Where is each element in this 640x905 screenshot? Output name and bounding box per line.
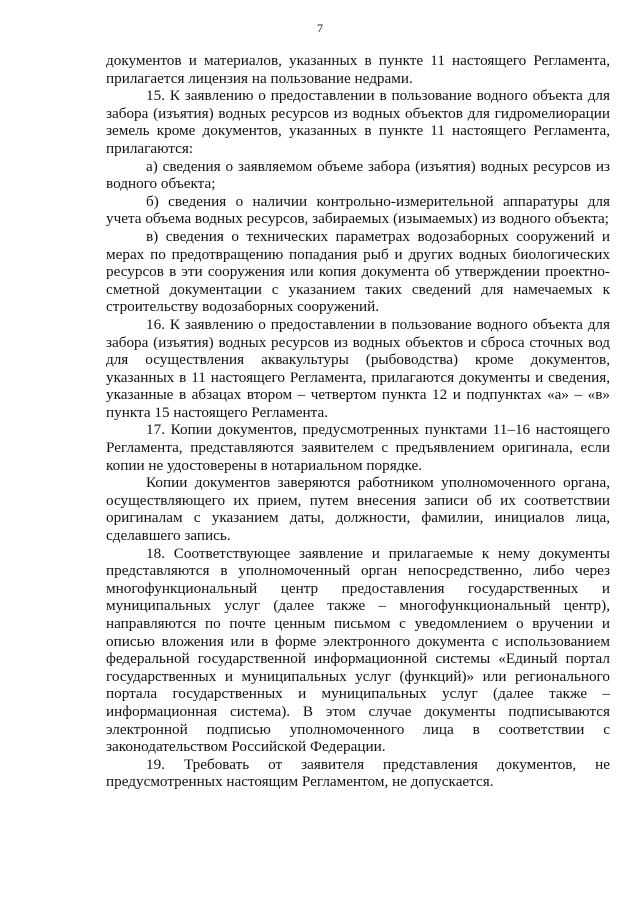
paragraph: б) сведения о наличии контрольно-измерительной аппаратуры для учета объема водных ресурсов, забираемых (изымаемых) из водного объекта; (106, 192, 610, 228)
paragraph: 16. К заявлению о предоставлении в пользование водного объекта для забора (изъятия) водных ресурсов из водных объектов и сброса сточных вод для осуществления аквакультуры (рыбоводства) кроме документов, указанных в 11 настоящего Регламента, прилагаются документы и сведения, указанные в абзацах втором – четвертом пункта 12 и подпунктах «а» – «в» пункта 15 настоящего Регламента. (106, 315, 610, 421)
paragraph: документов и материалов, указанных в пункте 11 настоящего Регламента, прилагается лицензия на пользование недрами. (106, 52, 610, 87)
paragraph: в) сведения о технических параметрах водозаборных сооружений и мерах по предотвращению попадания рыб и других водных биологических ресурсов в эти сооружения или копия документа об утверждении проектно-сметной документации с указанием таких сведений для намечаемых к строительству водозаборных сооружений. (106, 227, 610, 316)
page-number: 7 (317, 21, 323, 35)
paragraph: 19. Требовать от заявителя представления документов, не предусмотренных настоящим Регламентом, не допускается. (106, 755, 610, 791)
paragraph: а) сведения о заявляемом объеме забора (изъятия) водных ресурсов из водного объекта; (106, 157, 610, 193)
paragraph: Копии документов заверяются работником уполномоченного органа, осуществляющего их прием, путем внесения записи об их соответствии оригиналам с указанием даты, должности, фамилии, инициалов лица, сделавшего запись. (106, 474, 610, 545)
paragraph: 18. Соответствующее заявление и прилагаемые к нему документы представляются в уполномоченный орган непосредственно, либо через многофункциональный центр предоставления государственных и муниципальных услуг (далее также – многофункциональный центр), направляются по почте ценным письмом с уведомлением о вручении и описью вложения или в форме электронного документа с использованием федеральной государственной информационной системы «Единый портал государственных и муниципальных услуг (функций)» или регионального портала государственных и муниципальных услуг (далее также – информационная система). В этом случае документы подписываются электронной подписью уполномоченного лица в соответствии с законодательством Российской Федерации. (106, 544, 610, 756)
document-body (106, 52, 610, 791)
paragraph: 15. К заявлению о предоставлении в пользование водного объекта для забора (изъятия) водных ресурсов из водных объектов для гидромелиорации земель кроме документов, указанных в пункте 11 настоящего Регламента, прилагаются: (106, 87, 610, 157)
paragraph: 17. Копии документов, предусмотренных пунктами 11–16 настоящего Регламента, представляются заявителем с предъявлением оригинала, если копии не удостоверены в нотариальном порядке. (106, 421, 610, 474)
